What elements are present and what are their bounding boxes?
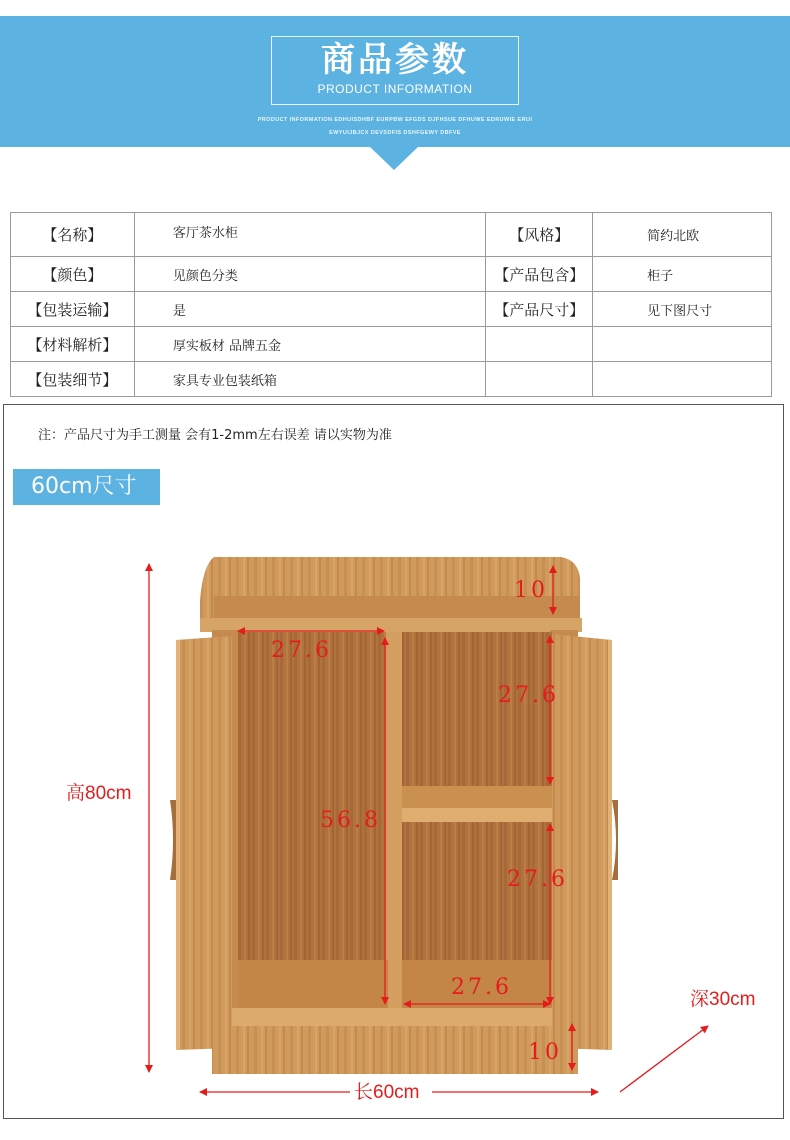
dim-lower-right-label: 27.6 <box>507 867 568 892</box>
size-tag: 60cm尺寸 <box>13 469 160 505</box>
dim-top-rail-label: 10 <box>514 578 548 603</box>
param-label: 【风格】 <box>486 213 593 257</box>
dim-upper-right-label: 27.6 <box>498 683 559 708</box>
param-value: 厚实板材 品牌五金 <box>134 327 485 362</box>
depth-label: 深30cm <box>690 989 756 1010</box>
dim-left-width-label: 27.6 <box>271 638 332 663</box>
param-label: 【颜色】 <box>11 257 135 292</box>
cabinet-body <box>170 557 618 1074</box>
param-value: 见下图尺寸 <box>593 292 772 327</box>
param-label: 【名称】 <box>11 213 135 257</box>
banner-title: 商品参数 <box>321 40 469 80</box>
param-value: 是 <box>134 292 485 327</box>
banner-fine-text-1: PRODUCT INFORMATION EDHUISDHBF EURPBW EFGDS DJFHSUE DFHUWE EDRUWIE ERUI <box>257 117 533 123</box>
param-label: 【材料解析】 <box>11 327 135 362</box>
dim-base-label: 10 <box>528 1040 562 1065</box>
param-label: 【包装细节】 <box>11 362 135 397</box>
banner-fine-text-2: EWYUIJBJCX DEVSDFIS DSHFGEWY DBFVE <box>329 130 461 136</box>
param-value: 简约北欧 <box>593 213 772 257</box>
param-value: 柜子 <box>593 257 772 292</box>
total-length-label: 长60cm <box>354 1082 420 1103</box>
param-value: 客厅茶水柜 <box>134 213 485 257</box>
param-label: 【包装运输】 <box>11 292 135 327</box>
banner-subtitle: PRODUCT INFORMATION <box>317 82 473 96</box>
param-label: 【产品包含】 <box>486 257 593 292</box>
dim-line-depth <box>620 1026 708 1092</box>
param-value: 家具专业包装纸箱 <box>134 362 485 397</box>
measurement-note: 注：产品尺寸为手工测量 会有1-2mm左右误差 请以实物为准 <box>38 428 392 443</box>
param-value: 见颜色分类 <box>134 257 485 292</box>
dim-bottom-right-label: 27.6 <box>451 975 512 1000</box>
dim-left-height-label: 56.8 <box>320 808 381 833</box>
param-label: 【产品尺寸】 <box>486 292 593 327</box>
total-height-label: 高80cm <box>66 783 132 804</box>
